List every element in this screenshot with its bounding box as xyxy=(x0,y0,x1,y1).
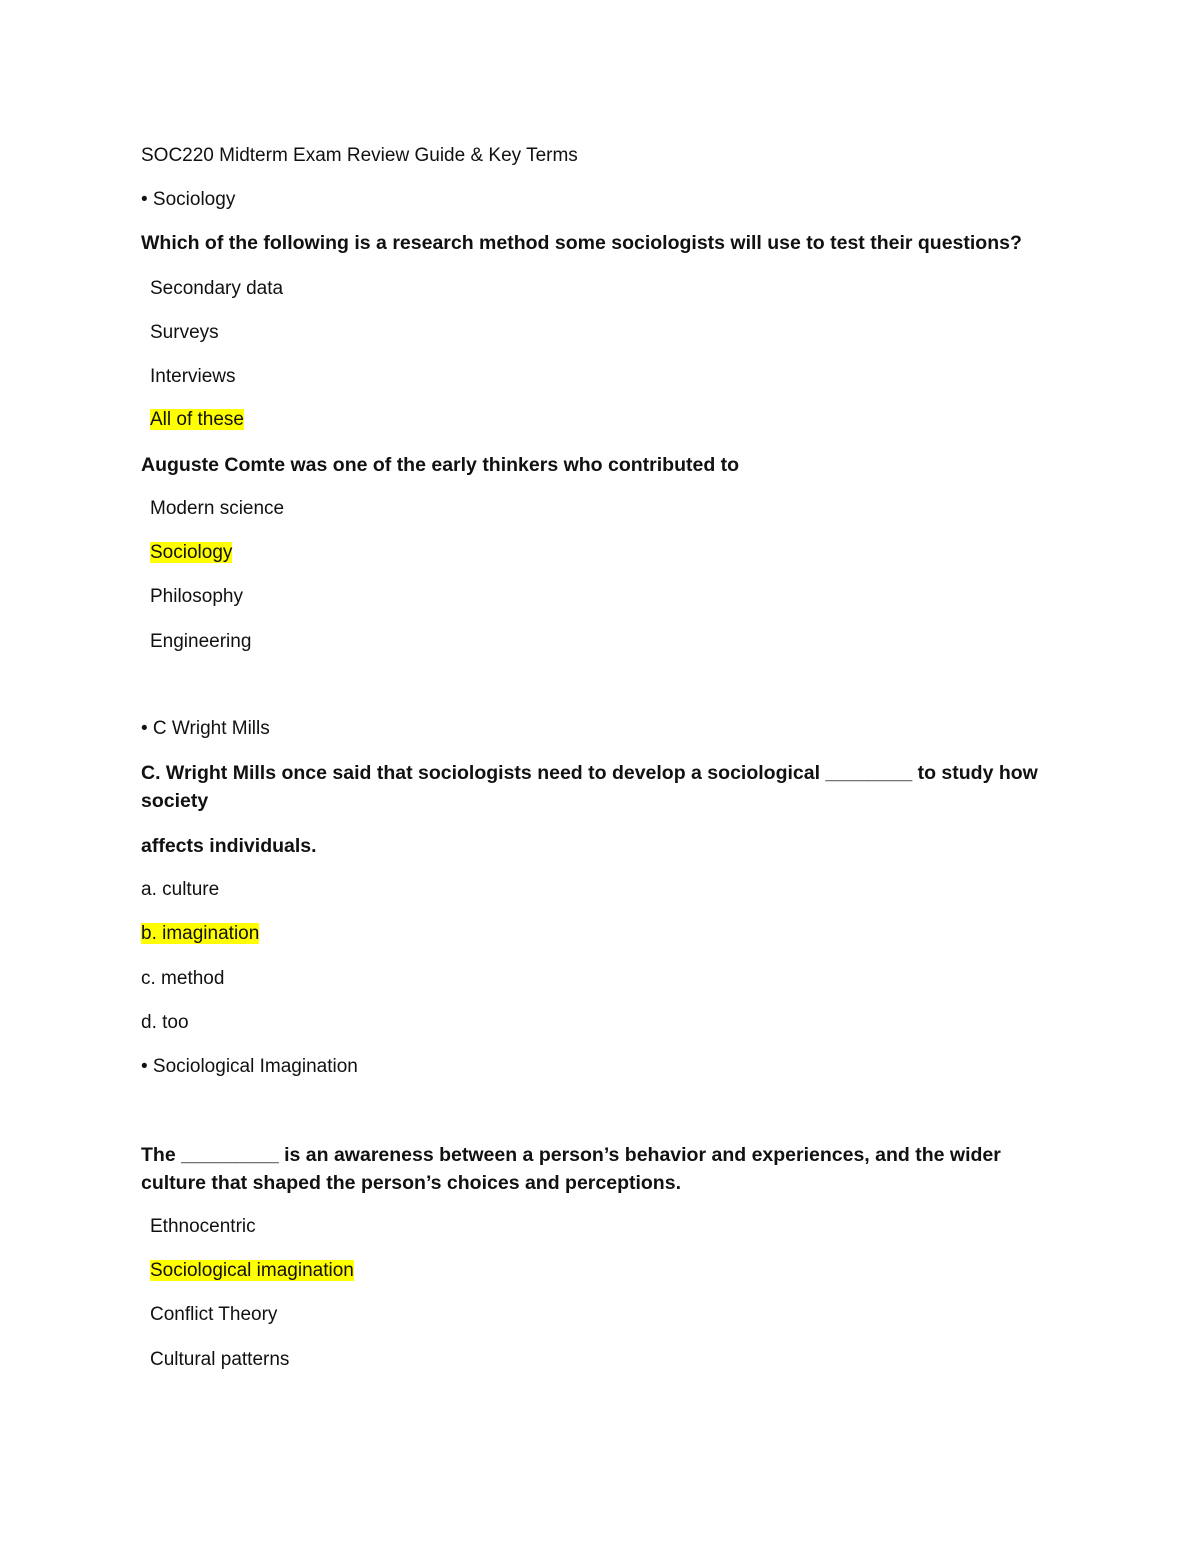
q3-option-b-correct xyxy=(141,920,259,948)
answer-highlight: All of these xyxy=(150,409,244,430)
question-3-line-2: affects individuals. xyxy=(141,835,317,857)
document-title: SOC220 Midterm Exam Review Guide & Key Terms xyxy=(141,145,578,166)
q4-option-4: Cultural patterns xyxy=(150,1349,290,1370)
q3-option-a: a. culture xyxy=(141,879,220,900)
q1-option-2: Surveys xyxy=(150,322,219,343)
q2-option-2-correct xyxy=(150,539,232,567)
question-2: Auguste Comte was one of the early thinkers who contributed to xyxy=(141,454,740,476)
q2-option-3: Philosophy xyxy=(150,586,243,607)
bullet-sociological-imagination: • Sociological Imagination xyxy=(141,1056,358,1077)
q4-option-1: Ethnocentric xyxy=(150,1216,256,1237)
q3-option-d: d. too xyxy=(141,1012,189,1033)
q1-option-1: Secondary data xyxy=(150,278,284,299)
answer-highlight: Sociological imagination xyxy=(150,1260,354,1281)
bullet-c-wright-mills: • C Wright Mills xyxy=(141,718,270,739)
q2-option-1: Modern science xyxy=(150,498,285,519)
answer-highlight: b. imagination xyxy=(141,923,260,944)
q1-option-4-correct xyxy=(150,406,244,434)
q4-option-2-correct xyxy=(150,1257,354,1285)
question-3-line-1: C. Wright Mills once said that sociologists need to develop a sociological ________ to study how society xyxy=(141,762,1038,812)
q4-option-3: Conflict Theory xyxy=(150,1304,278,1325)
q3-option-c: c. method xyxy=(141,968,225,989)
answer-highlight: Sociology xyxy=(150,542,233,563)
q2-option-4: Engineering xyxy=(150,631,252,652)
question-4: The _________ is an awareness between a person’s behavior and experiences, and the wider culture that shaped the person’s choices and perceptions. xyxy=(141,1144,1001,1194)
q1-option-3: Interviews xyxy=(150,366,236,387)
question-1: Which of the following is a research method some sociologists will use to test their questions? xyxy=(141,232,1022,254)
bullet-sociology: • Sociology xyxy=(141,189,236,210)
